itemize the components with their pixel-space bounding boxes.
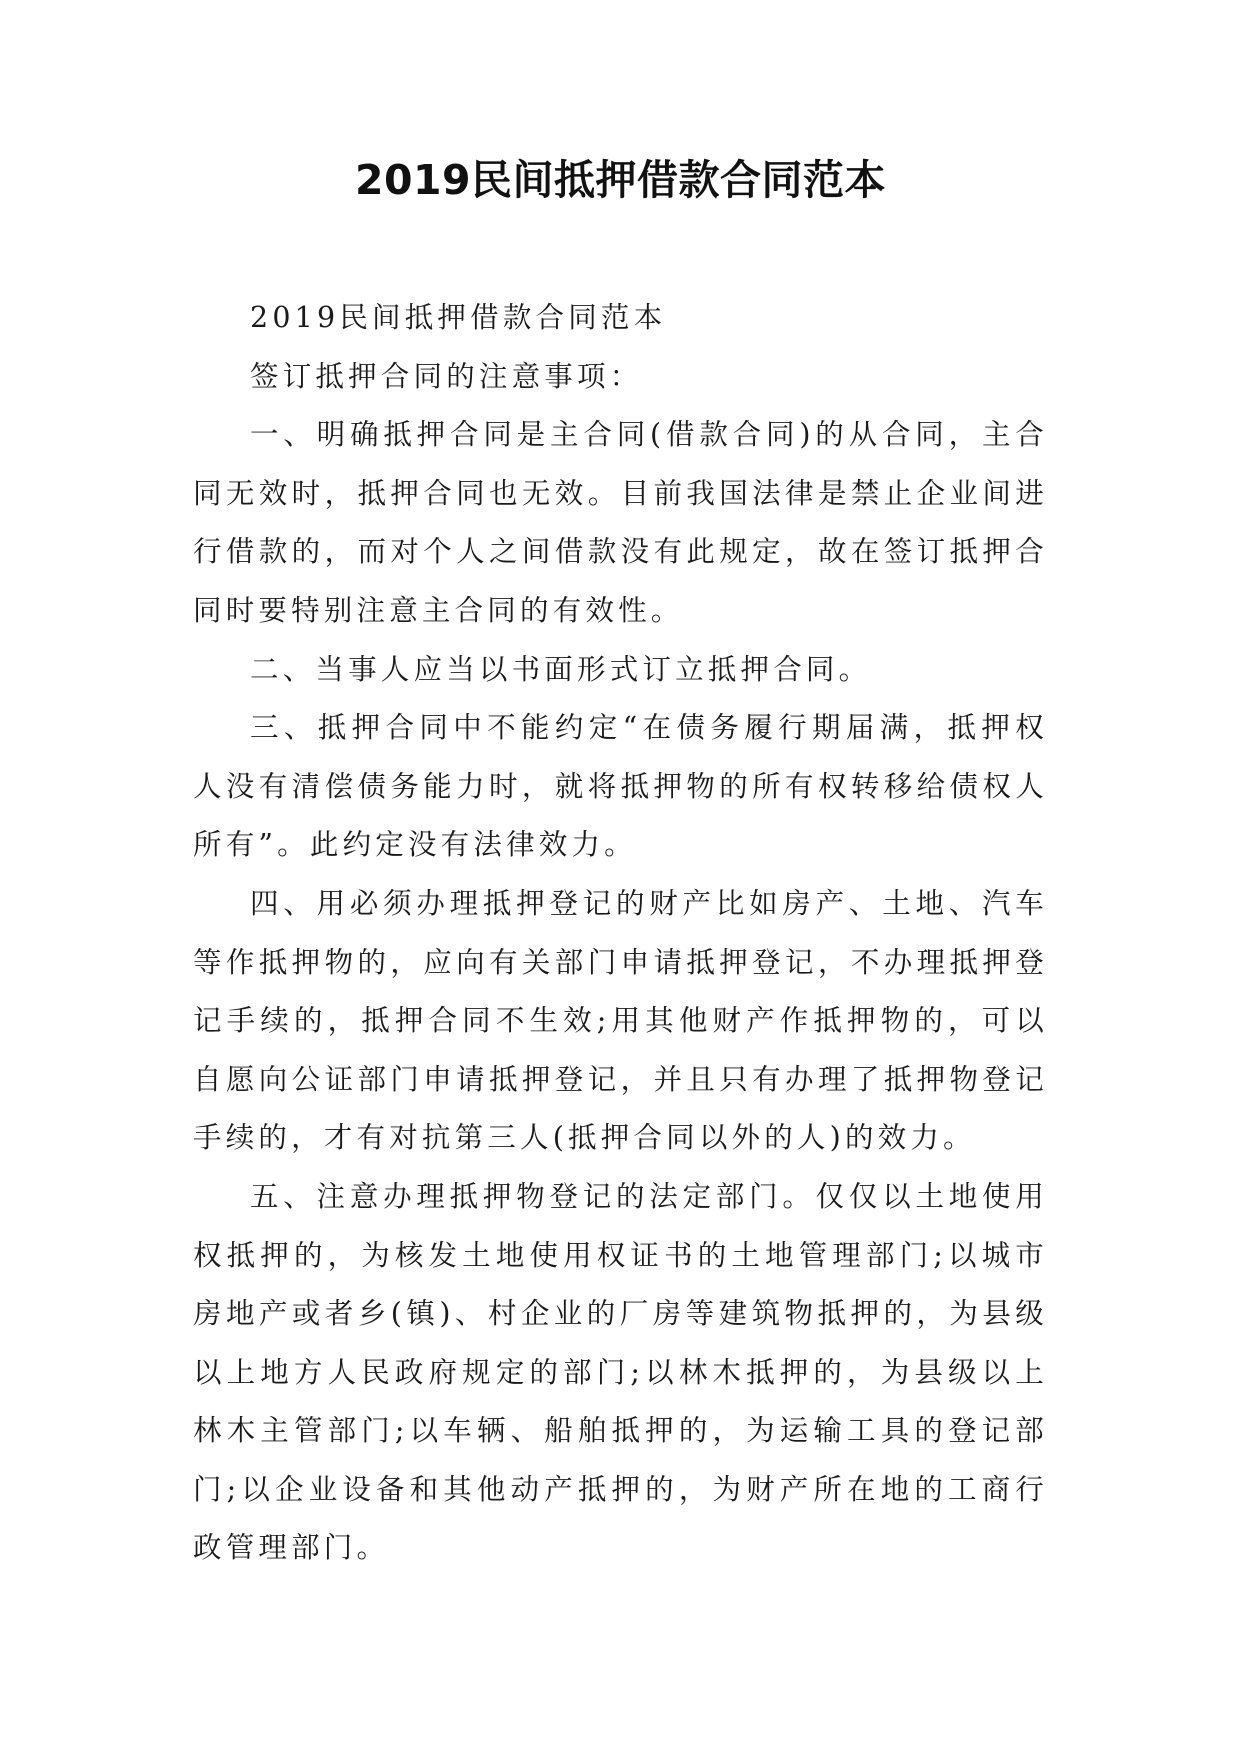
paragraph-item-5: 五、注意办理抵押物登记的法定部门。仅仅以土地使用权抵押的，为核发土地使用权证书的土地管理部门;以城市房地产或者乡(镇)、村企业的厂房等建筑物抵押的，为县级以上地方人民政府规定的部门;以林木抵押的，为县级以上林木主管部门;以车辆、船舶抵押的，为运输工具的登记部门;以企业设备和其他动产抵押的，为财产所在地的工商行政管理部门。 bbox=[193, 1179, 1048, 1565]
paragraph-item-3: 三、抵押合同中不能约定“在债务履行期届满，抵押权人没有清偿债务能力时，就将抵押物的所有权转移给债权人所有”。此约定没有法律效力。 bbox=[193, 711, 1048, 862]
paragraph-notes-heading: 签订抵押合同的注意事项： bbox=[250, 359, 643, 393]
document-body bbox=[193, 289, 1048, 1578]
paragraph-item-4: 四、用必须办理抵押登记的财产比如房产、土地、汽车等作抵押物的，应向有关部门申请抵押登记，不办理抵押登记手续的，抵押合同不生效;用其他财产作抵押物的，可以自愿向公证部门申请抵押登记，并且只有办理了抵押物登记手续的，才有对抗第三人(抵押合同以外的人)的效力。 bbox=[193, 886, 1048, 1155]
paragraph-subtitle: 2019民间抵押借款合同范本 bbox=[250, 301, 667, 334]
paragraph-item-2: 二、当事人应当以书面形式订立抵押合同。 bbox=[250, 652, 872, 686]
paragraph-item-1: 一、明确抵押合同是主合同(借款合同)的从合同，主合同无效时，抵押合同也无效。目前我国法律是禁止企业间进行借款的，而对个人之间借款没有此规定，故在签订抵押合同时要特别注意主合同的有效性。 bbox=[193, 418, 1048, 627]
document-title: 2019民间抵押借款合同范本 bbox=[354, 156, 887, 204]
